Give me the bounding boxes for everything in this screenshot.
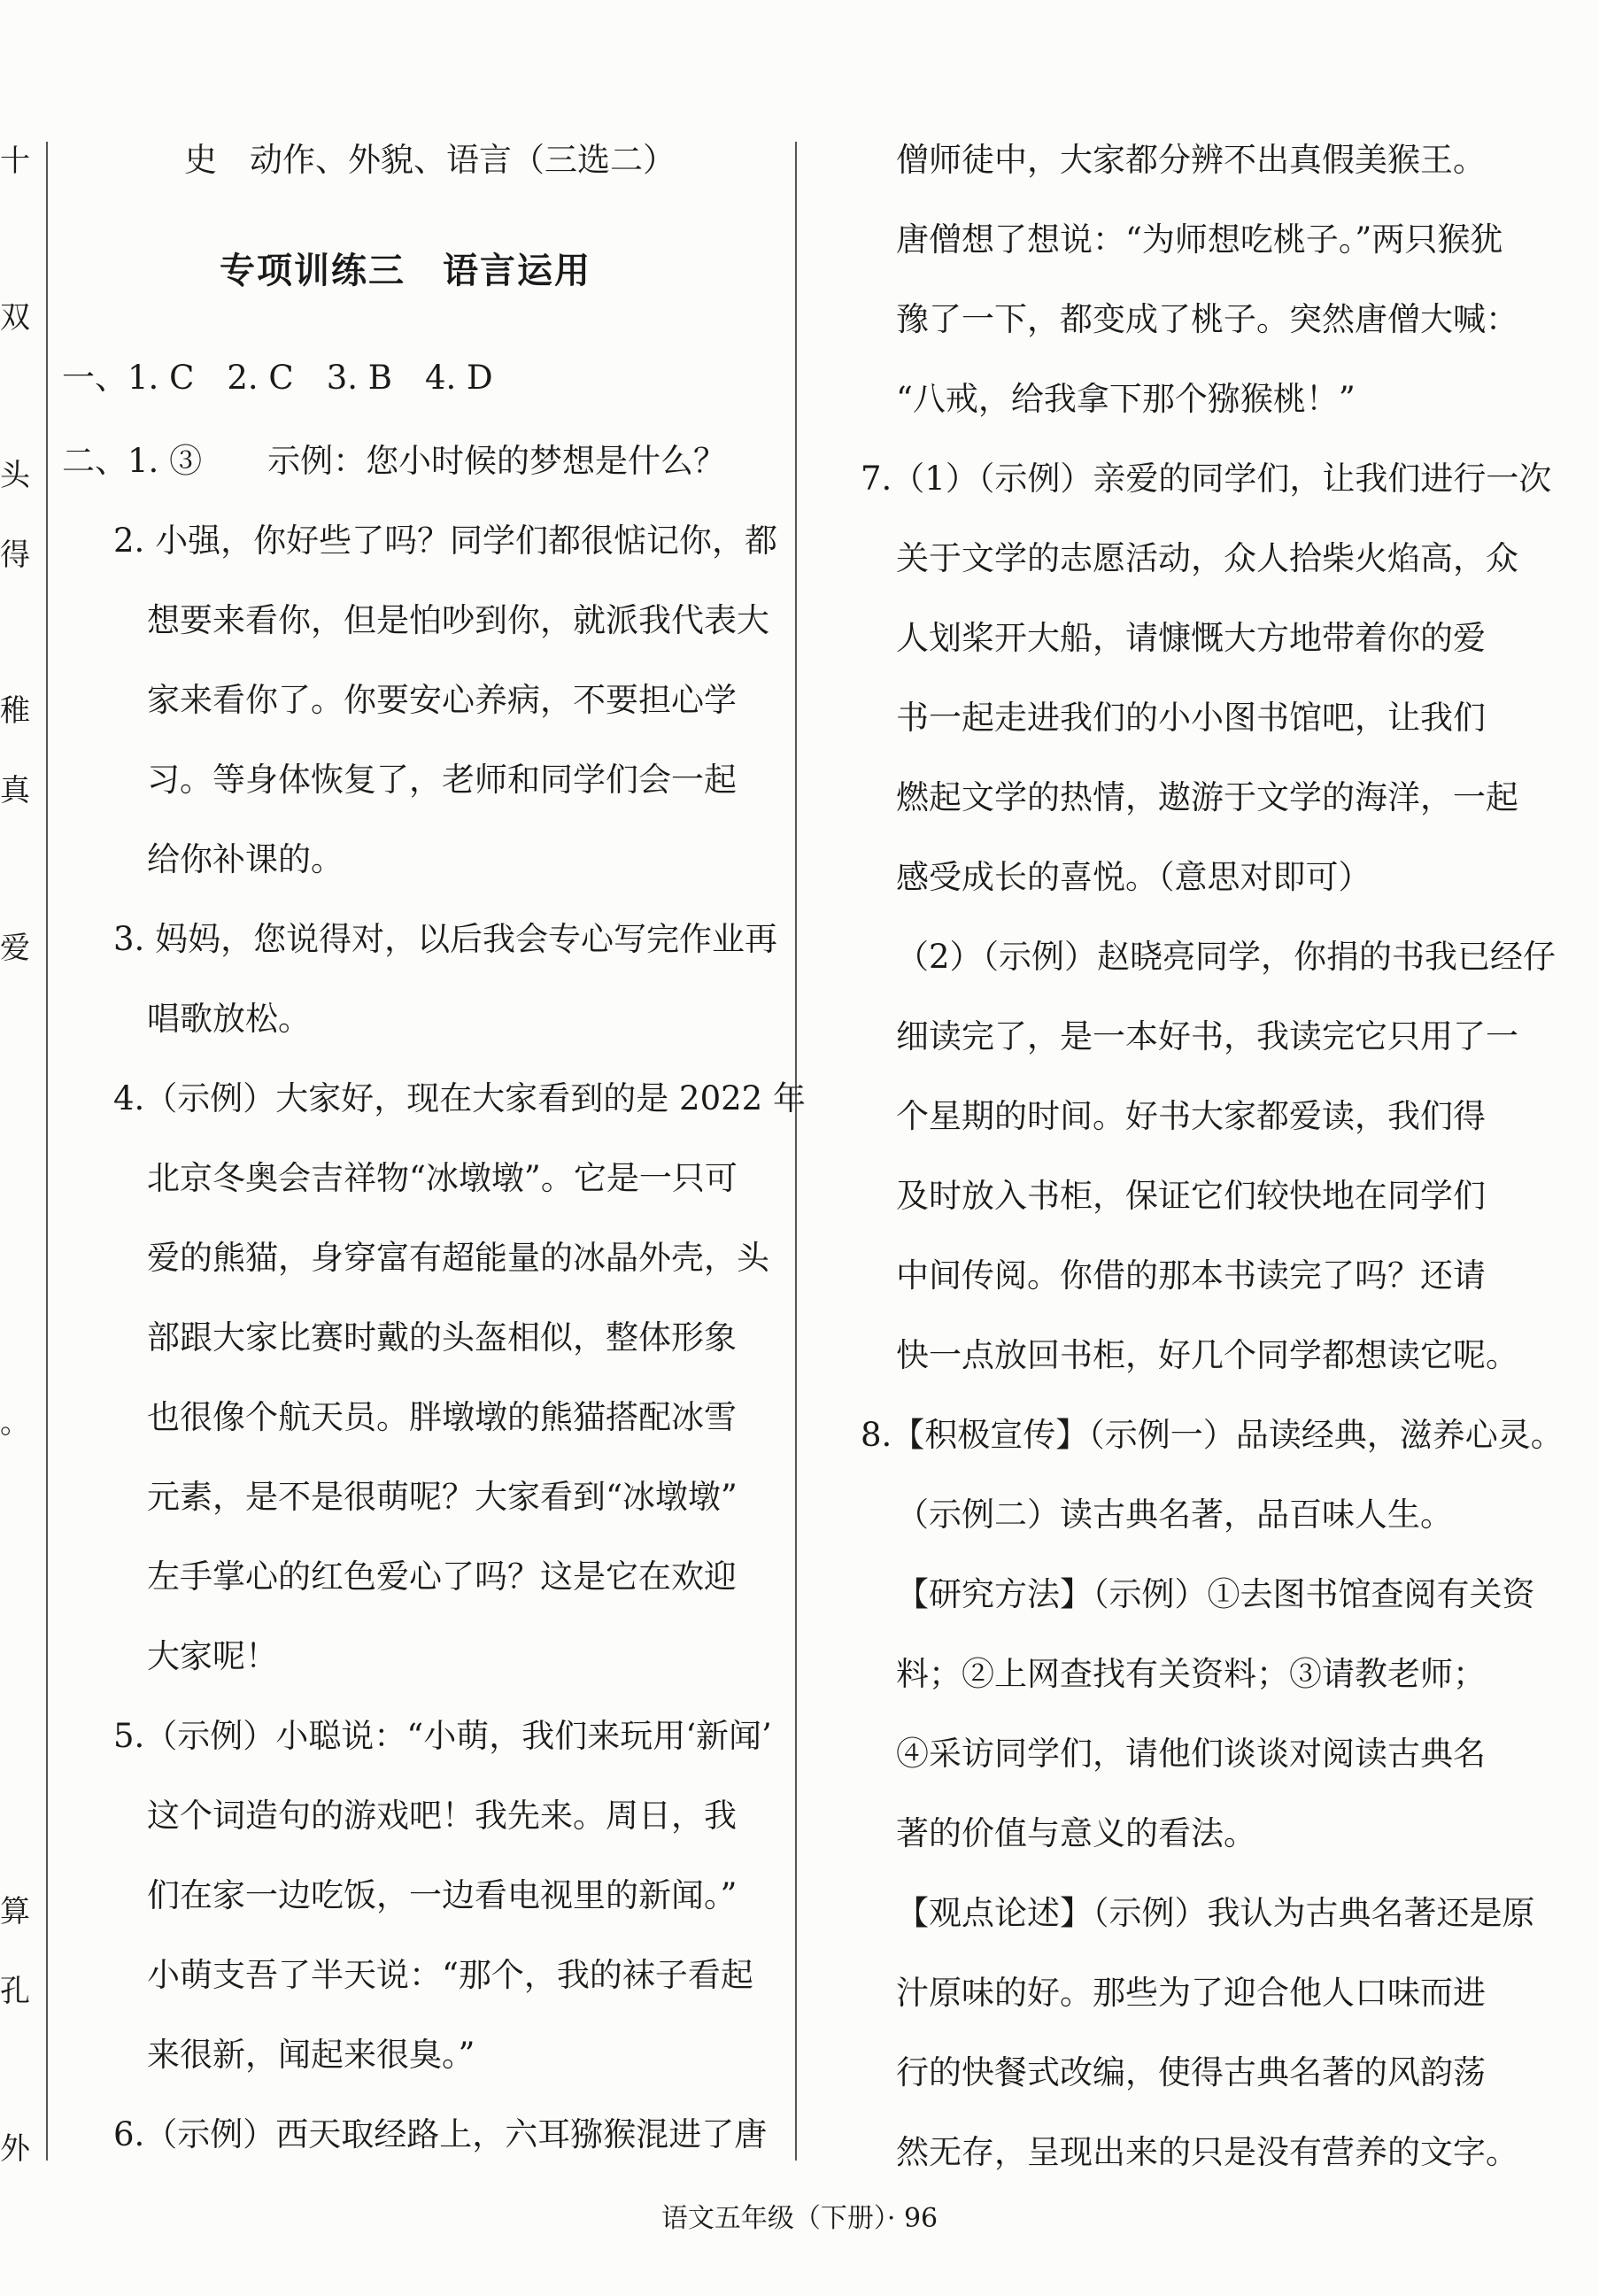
answer-line: 史 动作、外貌、语言（三选二） — [184, 141, 676, 179]
answer-line: 2. 小强，你好些了吗？同学们都很惦记你，都 — [113, 522, 778, 560]
answer-line: 【研究方法】（示例）①去图书馆查阅有关资 — [896, 1575, 1535, 1613]
answer-line: 关于文学的志愿活动，众人拾柴火焰高，众 — [896, 539, 1518, 577]
edge-char: 十 — [0, 143, 30, 179]
answer-line: 左手掌心的红色爱心了吗？这是它在欢迎 — [147, 1558, 737, 1596]
edge-char: 得 — [0, 537, 30, 573]
answer-line: 及时放入书柜，保证它们较快地在同学们 — [896, 1177, 1486, 1215]
answer-line: 们在家一边吃饭，一边看电视里的新闻。” — [147, 1876, 738, 1914]
edge-char: 真 — [0, 773, 30, 808]
answer-line: 感受成长的喜悦。（意思对即可） — [896, 858, 1371, 896]
answer-line: 给你补课的。 — [147, 840, 344, 878]
answer-line: 中间传阅。你借的那本书读完了吗？还请 — [896, 1256, 1486, 1295]
answer-line: 一、1. C 2. C 3. B 4. D — [62, 359, 493, 397]
edge-char: 。 — [0, 1405, 30, 1441]
answer-line: 燃起文学的热情，遨游于文学的海洋，一起 — [896, 778, 1518, 816]
edge-char: 稚 — [0, 693, 30, 729]
answer-line: 7.（1）（示例）亲爱的同学们，让我们进行一次 — [861, 460, 1552, 498]
answer-line: 这个词造句的游戏吧！我先来。周日，我 — [147, 1797, 737, 1835]
answer-line: 僧师徒中，大家都分辨不出真假美猴王。 — [896, 141, 1486, 179]
answer-line: 快一点放回书柜，好几个同学都想读它呢。 — [896, 1336, 1518, 1374]
answer-line: 习。等身体恢复了，老师和同学们会一起 — [147, 761, 737, 799]
answer-line: 大家呢！ — [147, 1637, 278, 1675]
answer-line: 6.（示例）西天取经路上，六耳猕猴混进了唐 — [113, 2115, 768, 2153]
answer-line: 行的快餐式改编，使得古典名著的风韵荡 — [896, 2053, 1486, 2091]
answer-line: ④采访同学们，请他们谈谈对阅读古典名 — [896, 1735, 1486, 1773]
edge-char: 爱 — [0, 931, 30, 966]
answer-line: 3. 妈妈，您说得对，以后我会专心写完作业再 — [113, 920, 778, 958]
answer-line: 料；②上网查找有关资料；③请教老师； — [896, 1655, 1486, 1693]
answer-line: 【观点论述】（示例）我认为古典名著还是原 — [896, 1894, 1535, 1932]
answer-line: 爱的熊猫，身穿富有超能量的冰晶外壳，头 — [147, 1239, 769, 1277]
answer-line: （2）（示例）赵晓亮同学，你捐的书我已经仔 — [896, 938, 1557, 976]
answer-line: “八戒，给我拿下那个猕猴桃！” — [896, 380, 1356, 418]
section-title: 专项训练三 语言运用 — [220, 251, 591, 291]
answer-line: 8.【积极宣传】（示例一）品读经典，滋养心灵。 — [861, 1416, 1564, 1454]
answer-line: （示例二）读古典名著，品百味人生。 — [896, 1496, 1453, 1534]
answer-line: 然无存，呈现出来的只是没有营养的文字。 — [896, 2133, 1518, 2171]
answer-line: 家来看你了。你要安心养病，不要担心学 — [147, 681, 737, 719]
answer-line: 细读完了，是一本好书，我读完它只用了一 — [896, 1017, 1518, 1055]
edge-char: 算 — [0, 1894, 30, 1929]
answer-line: 小萌支吾了半天说：“那个，我的袜子看起 — [147, 1956, 753, 1994]
edge-char: 头 — [0, 458, 30, 493]
edge-char: 外 — [0, 2131, 30, 2167]
answer-line: 个星期的时间。好书大家都爱读，我们得 — [896, 1097, 1486, 1135]
answer-line: 人划桨开大船，请慷慨大方地带着你的爱 — [896, 619, 1486, 657]
answer-line: 书一起走进我们的小小图书馆吧，让我们 — [896, 699, 1486, 737]
page-footer: 语文五年级（下册）· 96 — [660, 2203, 939, 2234]
answer-line: 二、1. ③ 示例：您小时候的梦想是什么？ — [62, 442, 727, 480]
answer-line: 北京冬奥会吉祥物“冰墩墩”。它是一只可 — [147, 1159, 738, 1197]
answer-line: 想要来看你，但是怕吵到你，就派我代表大 — [147, 601, 769, 639]
answer-line: 也很像个航天员。胖墩墩的熊猫搭配冰雪 — [147, 1398, 737, 1436]
answer-line: 著的价值与意义的看法。 — [896, 1814, 1256, 1852]
answer-line: 部跟大家比赛时戴的头盔相似，整体形象 — [147, 1318, 737, 1357]
edge-char: 孔 — [0, 1974, 30, 2009]
answer-line: 4.（示例）大家好，现在大家看到的是 2022 年 — [113, 1079, 806, 1117]
answer-line: 元素，是不是很萌呢？大家看到“冰墩墩” — [147, 1478, 738, 1516]
answer-line: 汁原味的好。那些为了迎合他人口味而进 — [896, 1974, 1486, 2012]
answer-line: 5.（示例）小聪说：“小萌，我们来玩用‘新闻’ — [113, 1717, 772, 1755]
answer-line: 唐僧想了想说：“为师想吃桃子。”两只猴犹 — [896, 220, 1503, 259]
edge-char: 双 — [0, 300, 30, 336]
answer-line: 豫了一下，都变成了桃子。突然唐僧大喊： — [896, 300, 1518, 338]
answer-line: 来很新，闻起来很臭。” — [147, 2036, 475, 2074]
answer-line: 唱歌放松。 — [147, 1000, 311, 1038]
